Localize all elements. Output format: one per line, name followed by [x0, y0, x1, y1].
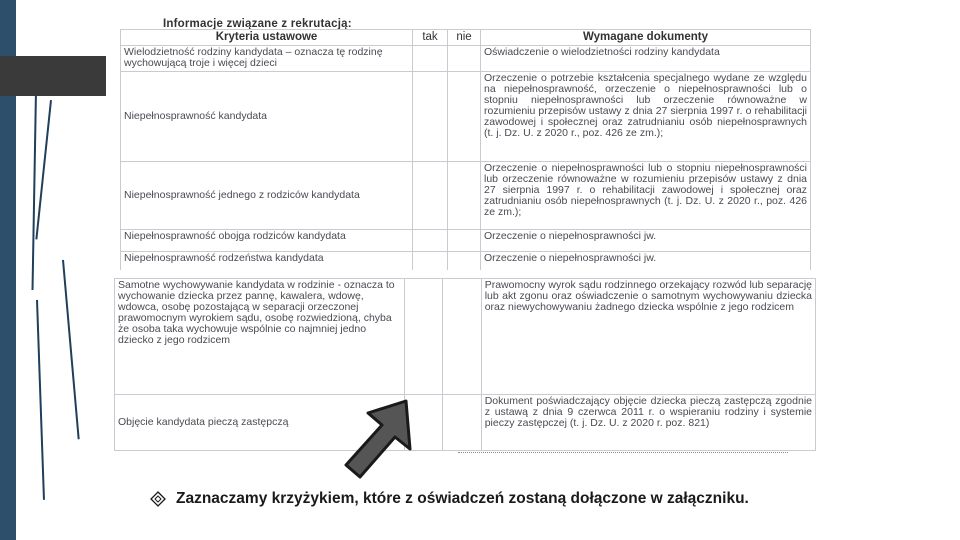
header-documents: Wymagane dokumenty [481, 30, 811, 46]
dotted-separator [458, 452, 788, 453]
criterion-cell: Objęcie kandydata pieczą zastępczą [115, 395, 405, 451]
yes-checkbox-cell[interactable] [413, 162, 448, 230]
criterion-cell: Niepełnosprawność jednego z rodziców kandydata [121, 162, 413, 230]
dark-overlay-box [0, 56, 106, 96]
table-row [121, 162, 811, 230]
decorative-line [36, 300, 44, 500]
document-cell: Orzeczenie o niepełnosprawności jw. [481, 252, 811, 274]
header-criteria: Kryteria ustawowe [121, 30, 413, 46]
document-cell: Prawomocny wyrok sądu rodzinnego orzekający rozwód lub separację lub akt zgonu oraz oświadczenie o samotnym wychowywaniu dziecka oraz niewychowywaniu żadnego dziecka wspólnie z jego rodzicem [481, 279, 815, 395]
decorative-line [62, 260, 79, 439]
yes-checkbox-cell[interactable] [413, 72, 448, 162]
yes-checkbox-cell[interactable] [413, 46, 448, 72]
diamond-bullet-icon [150, 491, 166, 507]
instruction-text: Zaznaczamy krzyżykiem, które z oświadczeń zostaną dołączone w załączniku. [176, 490, 749, 507]
document-cell: Orzeczenie o niepełnosprawności jw. [481, 230, 811, 252]
section-title: Informacje związane z rekrutacją: [163, 18, 352, 30]
scanned-form-top [106, 12, 855, 307]
no-checkbox-cell[interactable] [443, 395, 481, 451]
document-cell: Dokument poświadczający objęcie dziecka pieczą zastępczą zgodnie z ustawą z dnia 9 czerwca 2011 r. o wspieraniu rodziny i systemie pieczy zastępczej (t. j. Dz. U. z 2020 r. poz. 821) [481, 395, 815, 451]
instruction-bullet [150, 490, 749, 508]
table-row [121, 230, 811, 252]
criterion-cell: Samotne wychowywanie kandydata w rodzinie - oznacza to wychowanie dziecka przez pannę, kawalera, wdowę, wdowca, osobę pozostającą w separacji orzeczonej prawomocnym wyrokiem sądu, osobę rozwiedzioną, chyba że osoba taka wychowuje wspólnie co najmniej jedno dziecko z jego rodzicem [115, 279, 405, 395]
scanned-form-bottom [92, 270, 832, 453]
criterion-cell: Niepełnosprawność rodzeństwa kandydata [121, 252, 413, 274]
criteria-table-bottom [114, 278, 816, 451]
criteria-table-top [120, 29, 811, 274]
yes-checkbox-cell[interactable] [404, 279, 442, 395]
yes-checkbox-cell[interactable] [413, 230, 448, 252]
decorative-line [35, 100, 51, 239]
no-checkbox-cell[interactable] [448, 230, 481, 252]
decorative-line [32, 90, 37, 290]
table-row [121, 72, 811, 162]
no-checkbox-cell[interactable] [443, 279, 481, 395]
document-cell: Orzeczenie o niepełnosprawności lub o stopniu niepełnosprawności lub orzeczenie równoważne w rozumieniu przepisów ustawy z dnia 27 sierpnia 1997 r. o rehabilitacji zawodowej i społecznej oraz zatrudnianiu osób niepełnosprawnych (t. j. Dz. U. z 2020 r., poz. 426 ze zm.); [481, 162, 811, 230]
pointer-arrow-icon [340, 395, 420, 485]
table-header-row [121, 30, 811, 46]
document-cell: Orzeczenie o potrzebie kształcenia specjalnego wydane ze względu na niepełnosprawność, orzeczenie o niepełnosprawności lub o stopniu niepełnosprawności lub orzeczenie równoważne w rozumieniu przepisów ustawy z dnia 27 sierpnia 1997 r. o rehabilitacji zawodowej i społecznej oraz zatrudnianiu osób niepełnosprawnych (t. j. Dz. U. z 2020 r., poz. 426 ze zm.); [481, 72, 811, 162]
table-row [115, 395, 816, 451]
criterion-cell: Niepełnosprawność obojga rodziców kandydata [121, 230, 413, 252]
no-checkbox-cell[interactable] [448, 162, 481, 230]
table-row [115, 279, 816, 395]
criterion-cell: Wielodzietność rodziny kandydata – oznacza tę rodzinę wychowującą troje i więcej dzieci [121, 46, 413, 72]
header-no: nie [448, 30, 481, 46]
no-checkbox-cell[interactable] [448, 46, 481, 72]
document-cell: Oświadczenie o wielodzietności rodziny kandydata [481, 46, 811, 72]
header-yes: tak [413, 30, 448, 46]
table-row [121, 46, 811, 72]
criterion-cell: Niepełnosprawność kandydata [121, 72, 413, 162]
no-checkbox-cell[interactable] [448, 72, 481, 162]
